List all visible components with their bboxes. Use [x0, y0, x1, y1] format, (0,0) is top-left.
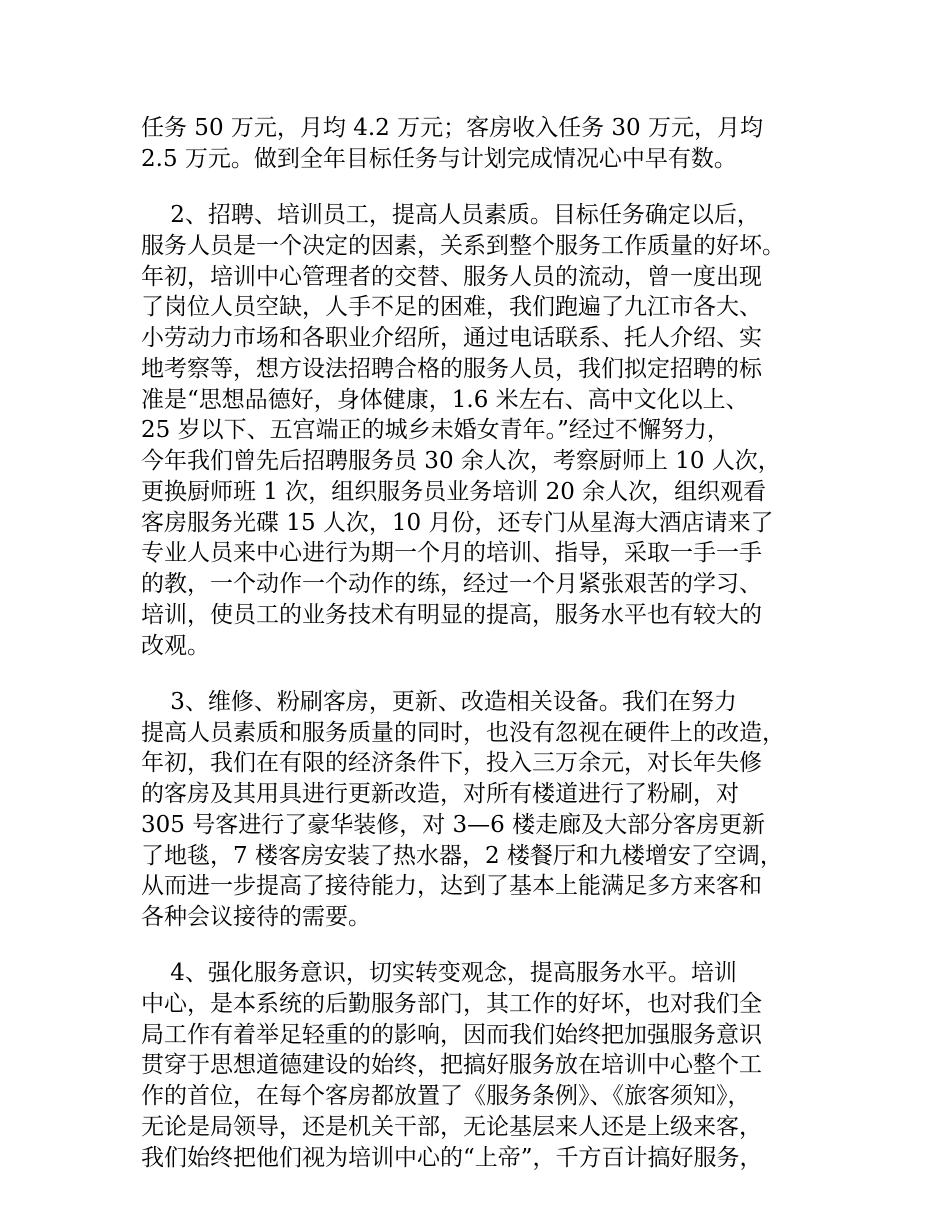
text-line: 4、强化服务意识，切实转变观念，提高服务水平。培训 [141, 960, 737, 986]
text-line: 地考察等，想方设法招聘合格的服务人员，我们拟定招聘的标 [141, 356, 762, 382]
text-line: 局工作有着举足轻重的的影响，因而我们始终把加强服务意识 [141, 1022, 762, 1048]
text-line: 提高人员素质和服务质量的同时，也没有忽视在硬件上的改造， [141, 720, 785, 746]
text-line: 服务人员是一个决定的因素，关系到整个服务工作质量的好坏。 [141, 233, 785, 259]
text-line: 从而进一步提高了接待能力，达到了基本上能满足多方来客和 [141, 873, 762, 899]
text-line: 作的首位，在每个客房都放置了《服务条例》、《旅客须知》， [141, 1083, 751, 1109]
text-line: 年初，我们在有限的经济条件下，投入三万余元，对长年失修 [141, 750, 762, 776]
text-line: 准是“思想品德好，身体健康，1.6 米左右、高中文化以上、 [141, 387, 749, 413]
text-line: 客房服务光碟 15 人次，10 月份，还专门从星海大酒店请来了 [141, 510, 774, 536]
text-line: 专业人员来中心进行为期一个月的培训、指导，采取一手一手 [141, 540, 762, 566]
text-line: 2、招聘、培训员工，提高人员素质。目标任务确定以后， [141, 202, 760, 228]
text-line: 改观。 [141, 633, 210, 659]
text-line: 任务 50 万元，月均 4.2 万元；客房收入任务 30 万元，月均 [141, 115, 763, 141]
text-line: 贯穿于思想道德建设的始终，把搞好服务放在培训中心整个工 [141, 1052, 762, 1078]
text-line: 无论是局领导，还是机关干部，无论基层来人还是上级来客， [141, 1114, 762, 1140]
text-line: 3、维修、粉刷客房，更新、改造相关设备。我们在努力 [141, 689, 737, 715]
text-line: 了岗位人员空缺，人手不足的困难，我们跑遍了九江市各大、 [141, 294, 762, 320]
text-line: 小劳动力市场和各职业介绍所，通过电话联系、托人介绍、实 [141, 325, 762, 351]
text-line: 年初，培训中心管理者的交替、服务人员的流动，曾一度出现 [141, 264, 762, 290]
text-line: 中心，是本系统的后勤服务部门，其工作的好坏，也对我们全 [141, 991, 762, 1017]
text-line: 25 岁以下、五宫端正的城乡未婚女青年。”经过不懈努力， [141, 417, 730, 443]
text-line: 今年我们曾先后招聘服务员 30 余人次，考察厨师上 10 人次， [141, 448, 781, 474]
text-line: 我们始终把他们视为培训中心的“上帝”，千方百计搞好服务， [141, 1145, 763, 1171]
text-line: 培训，使员工的业务技术有明显的提高，服务水平也有较大的 [141, 602, 762, 628]
text-line: 的客房及其用具进行更新改造，对所有楼道进行了粉刷，对 [141, 781, 739, 807]
text-line: 各种会议接待的需要。 [141, 904, 371, 930]
text-line: 的教，一个动作一个动作的练，经过一个月紧张艰苦的学习、 [141, 571, 762, 597]
text-line: 更换厨师班 1 次，组织服务员业务培训 20 余人次，组织观看 [141, 479, 767, 505]
text-line: 2.5 万元。做到全年目标任务与计划完成情况心中早有数。 [141, 146, 737, 172]
text-line: 305 号客进行了豪华装修，对 3—6 楼走廊及大部分客房更新 [141, 812, 766, 838]
text-line: 了地毯，7 楼客房安装了热水器，2 楼餐厅和九楼增安了空调， [141, 843, 783, 869]
